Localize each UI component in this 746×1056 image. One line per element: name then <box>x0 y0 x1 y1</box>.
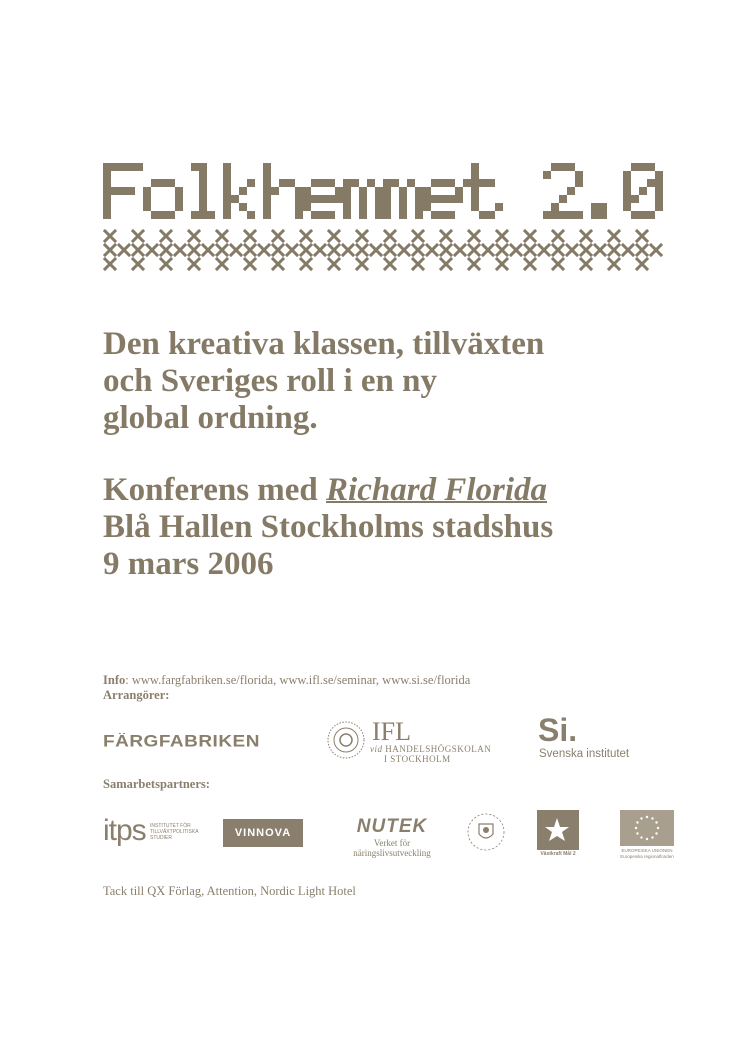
cross-stitch-ornament <box>103 228 663 272</box>
venue: Blå Hallen Stockholms stadshus <box>103 509 554 545</box>
conference-prefix: Konferens med <box>103 472 327 508</box>
star-icon <box>537 810 579 850</box>
speaker-name: Richard Florida <box>326 472 548 508</box>
organizers-label: Arrangörer: <box>103 688 170 702</box>
partners-label: Samarbetspartners: <box>103 777 210 791</box>
eu-stars-icon <box>620 810 674 846</box>
title-pixel-text <box>103 160 663 222</box>
svenska-institutet-logo: Si. Svenska institutet <box>538 712 630 760</box>
stockholms-stad-logo <box>465 811 507 858</box>
thanks-line: Tack till QX Förlag, Attention, Nordic Light Hotel <box>103 884 356 898</box>
title-text <box>0 0 1 1</box>
nutek-logo: NUTEK Verket för näringslivsutveckling <box>353 816 431 858</box>
itps-logo: itps INSTITUTET FÖR TILLVÄXTPOLITISKA STUDIER <box>103 814 199 847</box>
vastkraft-logo: Västkraft Mål 2 <box>537 810 579 857</box>
info-line: Info: www.fargfabriken.se/florida, www.ifl.se/seminar, www.si.se/florida <box>103 673 471 687</box>
conference-info <box>103 472 703 583</box>
city-seal-icon <box>465 811 507 853</box>
vinnova-logo: VINNOVA <box>223 819 303 847</box>
subtitle: Den kreativa klassen, tillväxten och Sveriges roll i en ny global ordning. <box>103 326 545 436</box>
date: 9 mars 2006 <box>103 546 274 582</box>
seal-icon <box>326 720 366 760</box>
fargfabriken-logo: FÄRGFABRIKEN <box>103 733 260 751</box>
eu-logo: EUROPEISKA UNIONEN Europeiska regionalfonden <box>620 810 674 860</box>
